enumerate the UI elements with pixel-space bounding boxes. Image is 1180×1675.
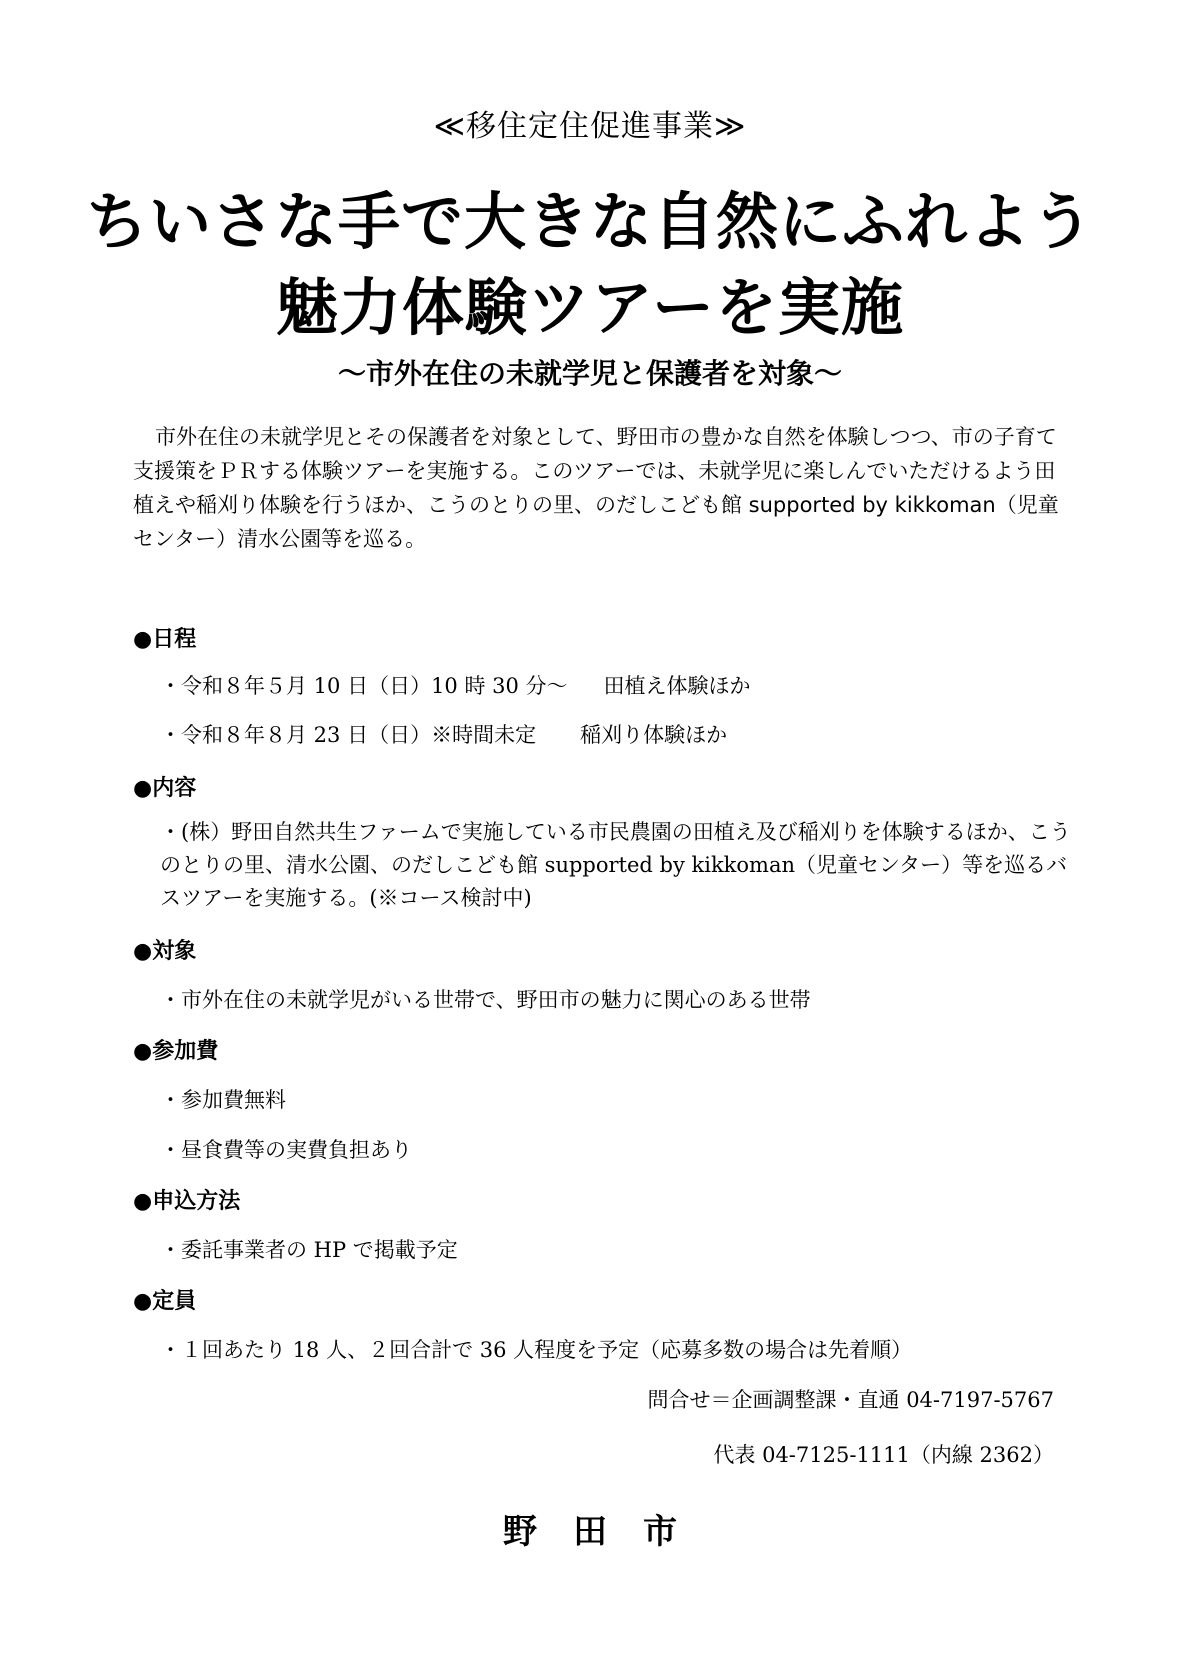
apply-text: ・委託事業者の HP で掲載予定 (160, 1238, 458, 1262)
schedule-item-2 (160, 719, 1080, 749)
fee-item-2: ・昼食費等の実費負担あり (160, 1138, 412, 1162)
apply-heading: ●申込方法 (133, 1189, 241, 1214)
page-title-line2: 魅力体験ツアーを実施 (275, 271, 905, 344)
capacity-text: ・１回あたり 18 人、２回合計で 36 人程度を予定（応募多数の場合は先着順） (160, 1338, 913, 1362)
contact-main: 代表 04-7125-1111（内線 2362） (713, 1443, 1054, 1467)
schedule-item-1 (160, 670, 1080, 700)
page-title-line1: ちいさな手で大きな自然にふれよう (85, 185, 1094, 258)
schedule-item-2-event: 稲刈り体験ほか (580, 723, 728, 747)
fee-item-1: ・参加費無料 (160, 1088, 286, 1112)
contact-direct: 問合せ＝企画調整課・直通 04-7197-5767 (647, 1388, 1054, 1412)
schedule-item-1-event: 田植え体験ほか (603, 674, 751, 698)
target-text: ・市外在住の未就学児がいる世帯で、野田市の魅力に関心のある世帯 (160, 988, 811, 1012)
content-heading: ●内容 (133, 776, 197, 801)
schedule-heading: ●日程 (133, 627, 197, 652)
intro-paragraph: 市外在住の未就学児とその保護者を対象として、野田市の豊かな自然を体験しつつ、市の子育て支援策をＰＲする体験ツアーを実施する。このツアーでは、未就学児に楽しんでいただけるよう田植えや稲刈り体験を行うほか、こうのとりの里、のだしこども館 supported by kikkoman（児童センター）清水公園等を巡る。 (133, 425, 1059, 551)
schedule-item-1-date: ・令和８年５月 10 日（日）10 時 30 分～ (160, 674, 568, 698)
schedule-item-2-date: ・令和８年８月 23 日（日）※時間未定 (160, 723, 537, 747)
capacity-heading: ●定員 (133, 1289, 197, 1314)
content-text: ・(株）野田自然共生ファームで実施している市民農園の田植え及び稲刈りを体験するほか、こうのとりの里、清水公園、のだしこども館 supported by kikkoman（児童センター）等を巡るバスツアーを実施する。(※コース検討中) (160, 820, 1071, 910)
fee-heading: ●参加費 (133, 1039, 219, 1064)
city-name: 野田市 (503, 1512, 713, 1552)
page-subtitle: ～市外在住の未就学児と保護者を対象～ (337, 357, 842, 390)
program-label: ≪移住定住促進事業≫ (433, 109, 747, 144)
target-heading: ●対象 (133, 939, 197, 964)
